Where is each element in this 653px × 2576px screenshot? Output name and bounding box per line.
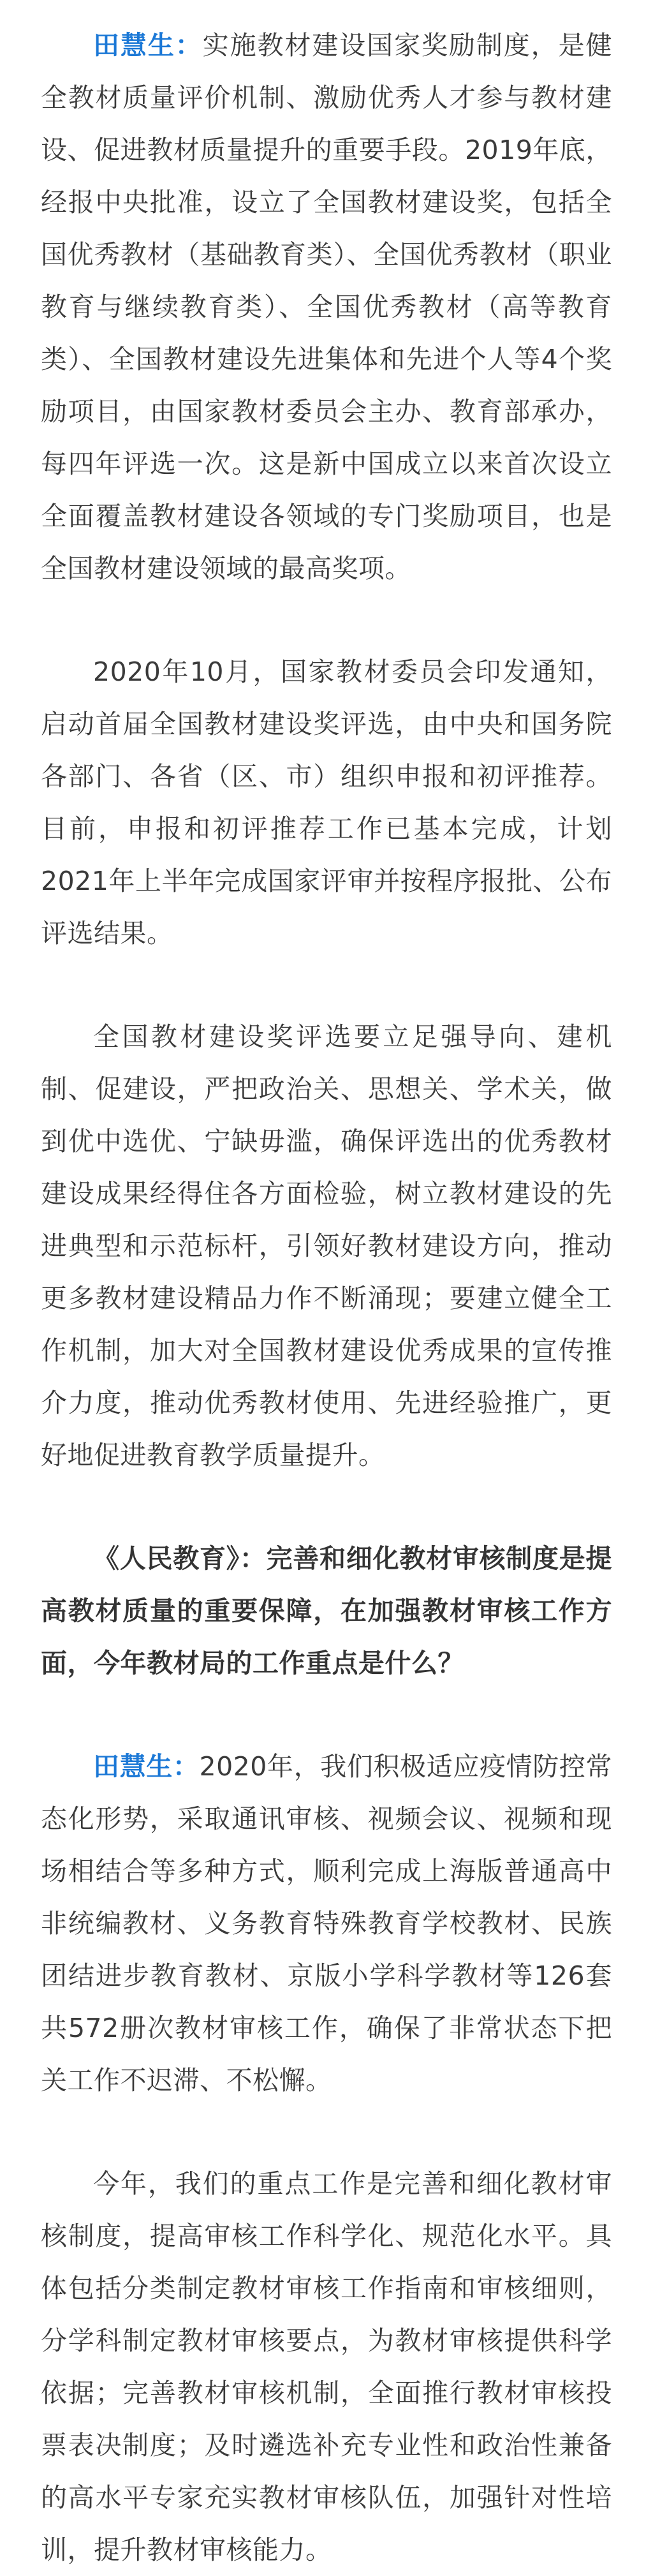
speaker-label: 田慧生： xyxy=(93,30,203,61)
paragraph-2 xyxy=(41,646,612,959)
interview-question xyxy=(41,1532,612,1689)
paragraph-1-text: 实施教材建设国家奖励制度，是健全教材质量评价机制、激励优秀人才参与教材建设、促进教材质量提升的重要手段。2019年底，经报中央批准，设立了全国教材建设奖，包括全国优秀教材（基础教育类）、全国优秀教材（职业教育与继续教育类）、全国优秀教材（高等教育类）、全国教材建设先进集体和先进个人等4个奖励项目，由国家教材委员会主办、教育部承办，每四年评选一次。这是新中国成立以来首次设立全面覆盖教材建设各领域的专门奖励项目，也是全国教材建设领域的最高奖项。 xyxy=(41,30,613,584)
answer-paragraph-1 xyxy=(41,1740,612,2106)
answer-paragraph-2-text: 今年，我们的重点工作是完善和细化教材审核制度，提高审核工作科学化、规范化水平。具体包括分类制定教材审核工作指南和审核细则，分学科制定教材审核要点，为教材审核提供科学依据；完善教材审核机制，全面推行教材审核投票表决制度；及时遴选补充专业性和政治性兼备的高水平专家充实教材审核队伍，加强针对性培训，提升教材审核能力。 xyxy=(41,2168,612,2565)
paragraph-3 xyxy=(41,1010,612,1481)
paragraph-3-text: 全国教材建设奖评选要立足强导向、建机制、促建设，严把政治关、思想关、学术关，做到优中选优、宁缺毋滥，确保评选出的优秀教材建设成果经得住各方面检验，树立教材建设的先进典型和示范标杆，引领好教材建设方向，推动更多教材建设精品力作不断涌现；要建立健全工作机制，加大对全国教材建设优秀成果的宣传推介力度，推动优秀教材使用、先进经验推广，更好地促进教育教学质量提升。 xyxy=(41,1021,612,1470)
paragraph-2-text: 2020年10月，国家教材委员会印发通知，启动首届全国教材建设奖评选，由中央和国务院各部门、各省（区、市）组织申报和初评推荐。目前，申报和初评推荐工作已基本完成，计划2021年上半年完成国家评审并按程序报批、公布评选结果。 xyxy=(41,656,612,949)
speaker-label: 田慧生： xyxy=(93,1751,200,1782)
paragraph-1 xyxy=(41,19,612,595)
answer-paragraph-1-text: 2020年，我们积极适应疫情防控常态化形势，采取通讯审核、视频会议、视频和现场相结合等多种方式，顺利完成上海版普通高中非统编教材、义务教育特殊教育学校教材、民族团结进步教育教材、京版小学科学教材等126套共572册次教材审核工作，确保了非常状态下把关工作不迟滞、不松懈。 xyxy=(41,1751,613,2096)
interview-question-text: 《人民教育》：完善和细化教材审核制度是提高教材质量的重要保障，在加强教材审核工作方面，今年教材局的工作重点是什么？ xyxy=(41,1543,612,1678)
answer-paragraph-2 xyxy=(41,2158,612,2576)
